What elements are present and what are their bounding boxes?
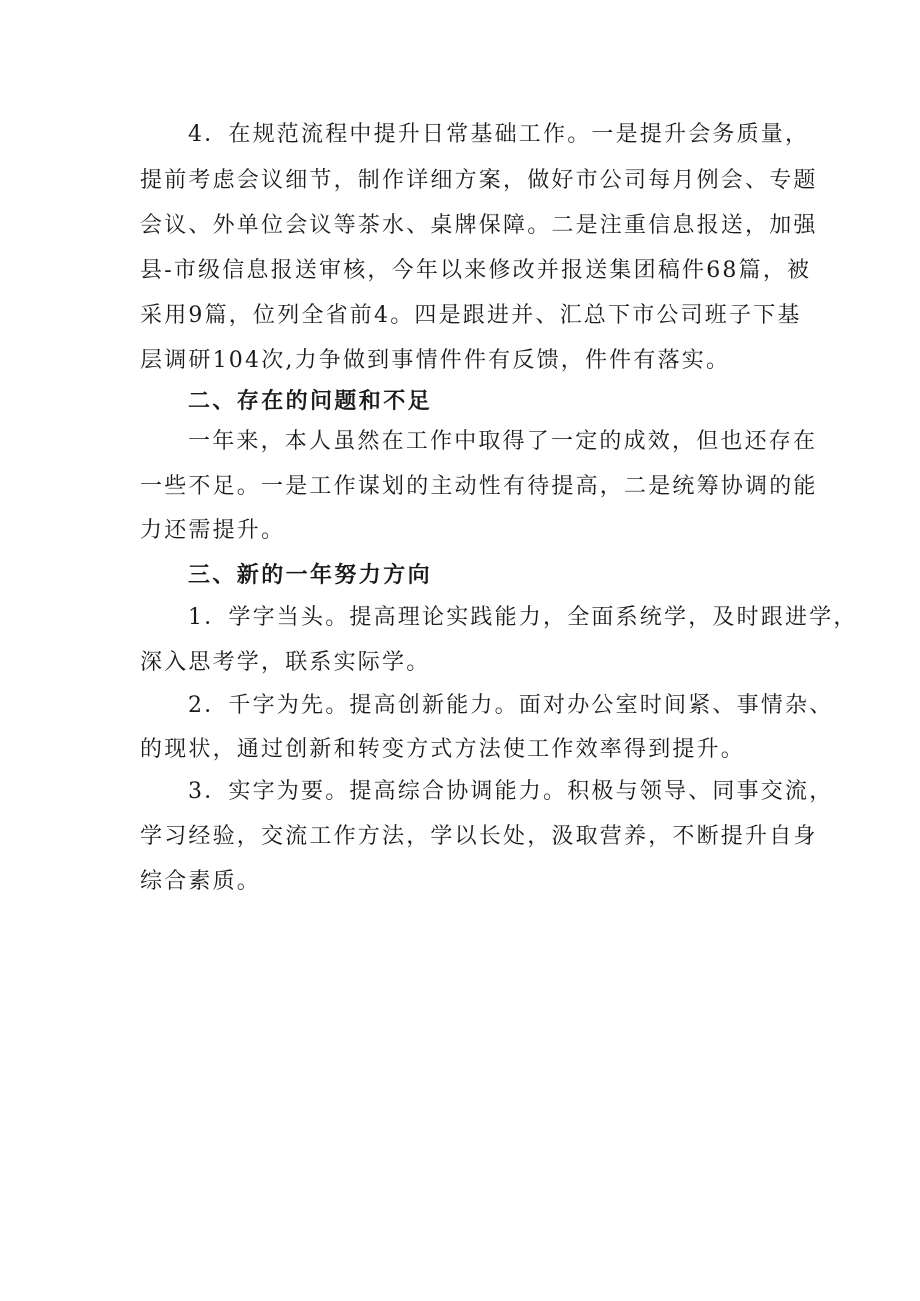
paragraph-4-line-2: 的现状，通过创新和转变方式方法使工作效率得到提升。 (140, 737, 746, 762)
paragraph-3-line-2: 深入思考学，联系实际学。 (140, 650, 431, 675)
paragraph-5-line-3: 综合素质。 (140, 869, 262, 894)
paragraph-1-line-6: 层调研104次,力争做到事情件件有反馈，件件有落实。 (140, 348, 731, 373)
paragraph-2-line-1: 一年来，本人虽然在工作中取得了一定的成效，但也还存在 (188, 429, 818, 454)
paragraph-1-line-2: 提前考虑会议细节，制作详细方案，做好市公司每月例会、专题 (140, 168, 818, 193)
paragraph-1-line-3: 会议、外单位会议等茶水、桌牌保障。二是注重信息报送，加强 (140, 213, 818, 238)
paragraph-5-line-1: 3．实字为要。提高综合协调能力。积极与领导、同事交流， (188, 779, 834, 804)
paragraph-4-line-1: 2．千字为先。提高创新能力。面对办公室时间紧、事情杂、 (188, 693, 834, 718)
paragraph-1-line-4: 县-市级信息报送审核，今年以来修改并报送集团稿件68篇，被 (140, 258, 812, 283)
paragraph-2-line-2: 一些不足。一是工作谋划的主动性有待提高，二是统筹协调的能 (140, 474, 818, 499)
section-heading-new-year: 三、新的一年努力方向 (188, 563, 433, 588)
section-heading-problems: 二、存在的问题和不足 (188, 389, 433, 414)
paragraph-3-line-1: 1．学字当头。提高理论实践能力，全面系统学，及时跟进学， (188, 605, 858, 630)
paragraph-1-line-5: 采用9篇，位列全省前4。四是跟进并、汇总下市公司班子下基 (140, 303, 802, 328)
paragraph-2-line-3: 力还需提升。 (140, 518, 286, 543)
paragraph-1-line-1: 4．在规范流程中提升日常基础工作。一是提升会务质量， (188, 122, 810, 147)
paragraph-5-line-2: 学习经验，交流工作方法，学以长处，汲取营养，不断提升自身 (140, 824, 818, 849)
